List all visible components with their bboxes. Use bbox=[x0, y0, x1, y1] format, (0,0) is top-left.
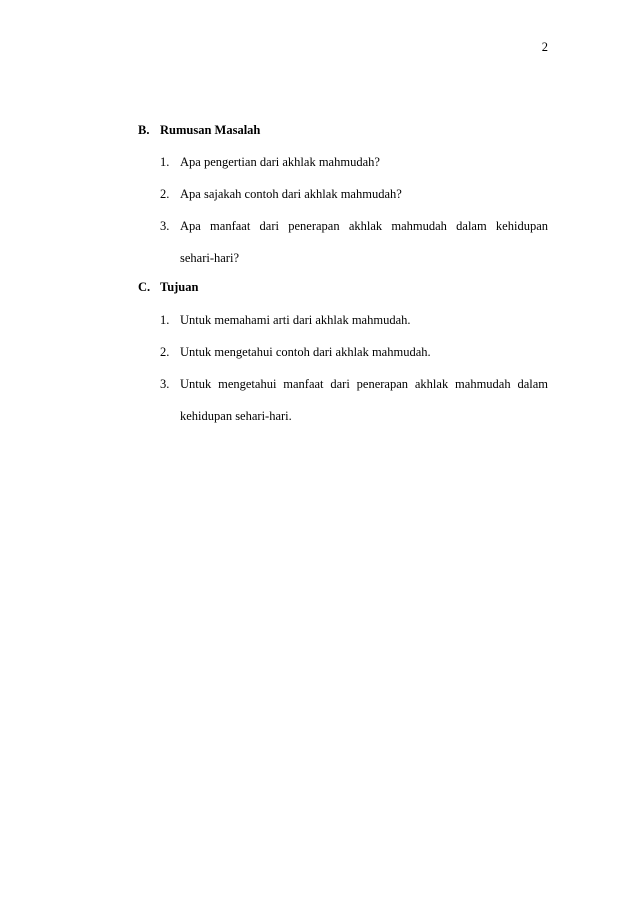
document-body bbox=[138, 122, 548, 424]
section-rumusan-masalah bbox=[138, 122, 548, 266]
section-heading bbox=[138, 122, 548, 138]
section-heading bbox=[138, 279, 548, 295]
page-number: 2 bbox=[541, 40, 548, 54]
section-letter: C. bbox=[138, 280, 151, 294]
list-item-text: Apa manfaat dari penerapan akhlak mahmudah dalam kehidupan bbox=[180, 219, 548, 233]
list-item bbox=[138, 186, 548, 202]
section-title: Rumusan Masalah bbox=[160, 123, 261, 137]
list-item-text: Untuk memahami arti dari akhlak mahmudah. bbox=[180, 313, 411, 327]
list-number: 2. bbox=[160, 187, 170, 201]
list-item-text-continued: sehari-hari? bbox=[180, 251, 239, 265]
list-item bbox=[138, 154, 548, 170]
section-title: Tujuan bbox=[160, 280, 199, 294]
section-tujuan bbox=[138, 279, 548, 424]
list-item-text-continued: kehidupan sehari-hari. bbox=[180, 409, 292, 423]
list-number: 2. bbox=[160, 345, 170, 359]
list-number: 1. bbox=[160, 155, 170, 169]
list-item-text: Untuk mengetahui contoh dari akhlak mahmudah. bbox=[180, 345, 431, 359]
numbered-list bbox=[138, 154, 548, 266]
numbered-list bbox=[138, 312, 548, 424]
list-item-text: Untuk mengetahui manfaat dari penerapan akhlak mahmudah dalam bbox=[180, 377, 548, 391]
section-letter: B. bbox=[138, 123, 150, 137]
list-number: 1. bbox=[160, 313, 170, 327]
list-item bbox=[138, 344, 548, 360]
list-item bbox=[138, 376, 548, 424]
list-item-text: Apa sajakah contoh dari akhlak mahmudah? bbox=[180, 187, 402, 201]
list-item-text: Apa pengertian dari akhlak mahmudah? bbox=[180, 155, 380, 169]
list-number: 3. bbox=[160, 377, 170, 391]
list-item bbox=[138, 218, 548, 266]
list-number: 3. bbox=[160, 219, 170, 233]
list-item bbox=[138, 312, 548, 328]
